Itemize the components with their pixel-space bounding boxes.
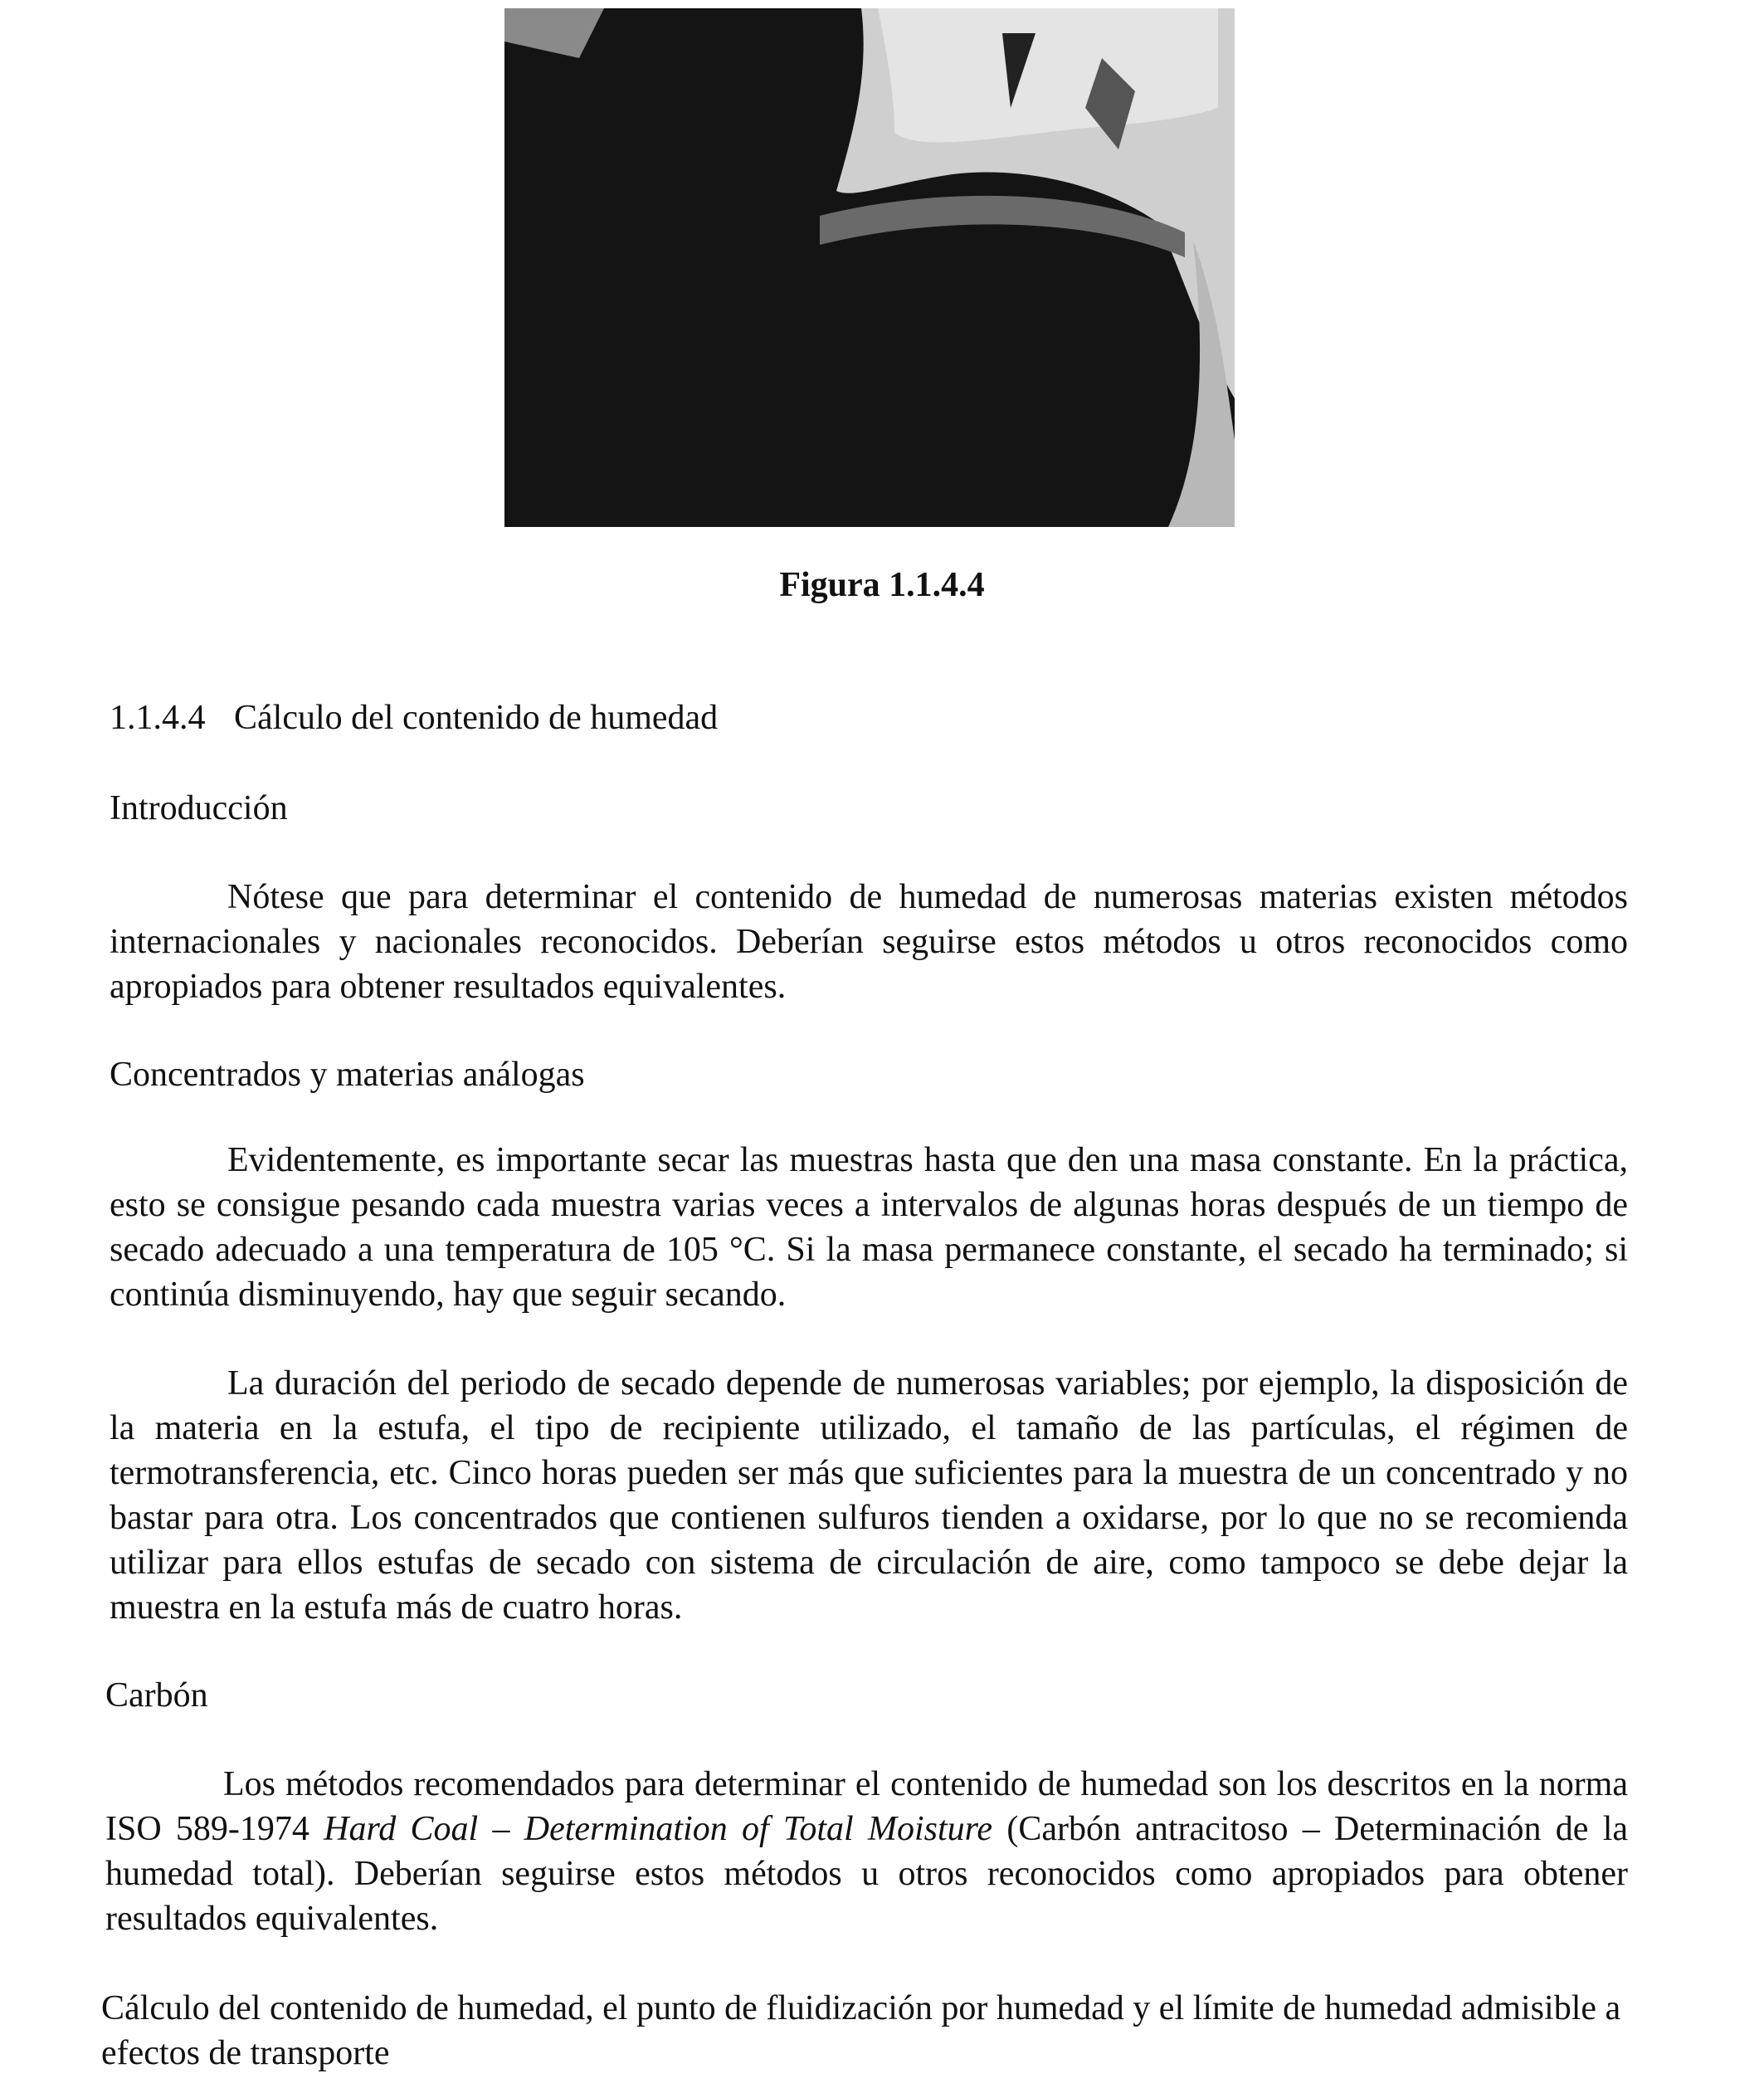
section-title: Cálculo del contenido de humedad [234, 699, 719, 737]
figure-photo [504, 8, 1235, 527]
carbon-paragraph-text-1: Los métodos recomendados para determinar el contenido de humedad son los descritos en la norma ISO 589-1974 [105, 1765, 1628, 1848]
iso-standard-title: Hard Coal – Determination of Total Moisture [324, 1810, 993, 1848]
carbon-paragraph-text-2: (Carbón antracitoso – Determinación de la humedad total). Deberían seguirse estos métodos u otros reconocidos como apropiados para obtener resultados equivalentes. [105, 1810, 1629, 1938]
carbon-paragraph [105, 1762, 1628, 1941]
section-number: 1.1.4.4 [110, 699, 206, 737]
introduccion-paragraph: Nótese que para determinar el contenido de humedad de numerosas materias existen métodos internacionales y nacionales reconocidos. Deberían seguirse estos métodos u otros reconocidos como apropiados para obtener resultados equivalentes. [110, 878, 1628, 1006]
introduccion-heading: Introducción [110, 789, 288, 827]
figure-photo-graphic [504, 8, 1235, 527]
final-heading: Cálculo del contenido de humedad, el punto de fluidización por humedad y el límite de humedad admisible a efectos de transporte [101, 1989, 1621, 2072]
figure-caption: Figura 1.1.4.4 [779, 566, 985, 604]
carbon-heading: Carbón [105, 1676, 208, 1715]
concentrados-heading: Concentrados y materias análogas [110, 1056, 585, 1094]
section-heading [110, 695, 1628, 740]
concentrados-paragraph-2: La duración del periodo de secado depende de numerosas variables; por ejemplo, la disposición de la materia en la estufa, el tipo de recipiente utilizado, el tamaño de las partículas, el régimen de termotransferencia, etc. Cinco horas pueden ser más que suficientes para la muestra de un concentrado y no bastar para otra. Los concentrados que contienen sulfuros tienden a oxidarse, por lo que no se recomienda utilizar para ellos estufas de secado con sistema de circulación de aire, como tampoco se debe dejar la muestra en la estufa más de cuatro horas. [110, 1364, 1628, 1627]
concentrados-paragraph-1: Evidentemente, es importante secar las muestras hasta que den una masa constante. En la práctica, esto se consigue pesando cada muestra varias veces a intervalos de algunas horas después de un tiempo de secado adecuado a una temperatura de 105 °C. Si la masa permanece constante, el secado ha terminado; si continúa disminuyendo, hay que seguir secando. [110, 1141, 1628, 1314]
